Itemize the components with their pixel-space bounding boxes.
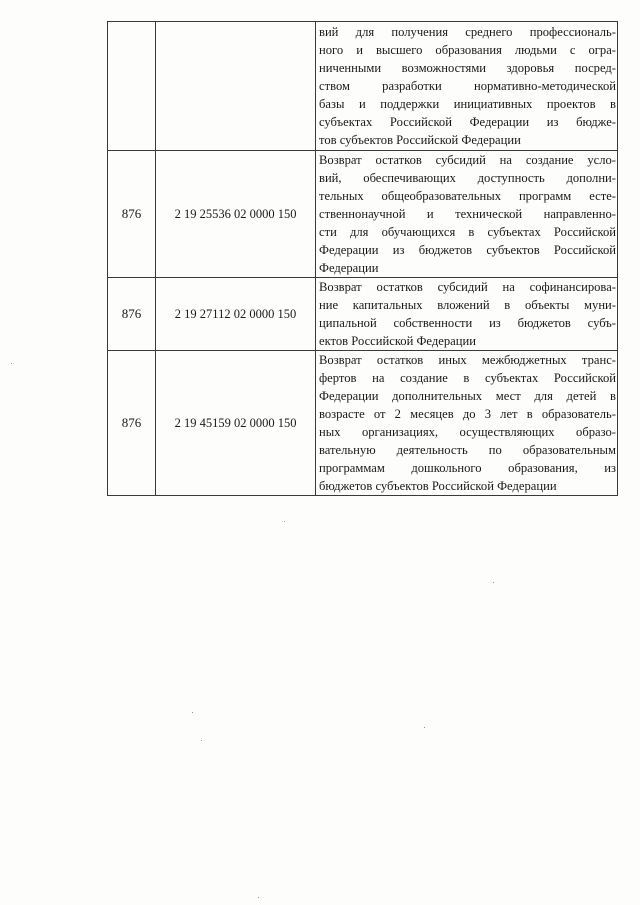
text-line: ципальной собственности из бюджетов субъ-	[319, 316, 616, 330]
table-row	[108, 351, 618, 496]
budget-classification-table	[107, 21, 618, 496]
text-line: Возврат остатков иных межбюджетных транс-	[319, 353, 616, 367]
budget-code-cell: 2 19 27112 02 0000 150	[156, 278, 316, 351]
text-line: ектов Российской Федерации	[319, 334, 476, 348]
income-name-cell	[316, 151, 618, 278]
administrator-code-cell: 876	[108, 351, 156, 496]
text-line: ственнонаучной и технической направленно-	[319, 207, 616, 221]
budget-code-cell: 2 19 45159 02 0000 150	[156, 351, 316, 496]
administrator-code-cell: 876	[108, 278, 156, 351]
text-line: вательную деятельность по образовательным	[319, 443, 616, 457]
income-name-cell	[316, 278, 618, 351]
text-line: вий, обеспечивающих доступность дополни-	[319, 171, 616, 185]
text-line: бюджетов субъектов Российской Федерации	[319, 479, 557, 493]
text-line: субъектах Российской Федерации из бюдже-	[319, 115, 616, 129]
income-name-cell	[316, 351, 618, 496]
text-line: Федерации из бюджетов субъектов Российской	[319, 243, 616, 257]
scan-speck	[11, 363, 12, 364]
text-line: ством разработки нормативно-методической	[319, 79, 616, 93]
text-line: сти для обучающихся в субъектах Российской	[319, 225, 616, 239]
text-line: ных организациях, осуществляющих образо-	[319, 425, 616, 439]
text-line: возрасте от 2 месяцев до 3 лет в образователь-	[319, 407, 616, 421]
scan-speck	[192, 712, 193, 713]
text-line: Возврат остатков субсидий на создание усло-	[319, 153, 616, 167]
text-line: тельных общеобразовательных программ есте-	[319, 189, 616, 203]
table-row	[108, 278, 618, 351]
text-line: фертов на создание в субъектах Российской	[319, 371, 616, 385]
scan-speck	[424, 727, 425, 728]
text-line: ного и высшего образования людьми с огра-	[319, 43, 616, 57]
text-line: тов субъектов Российской Федерации	[319, 133, 521, 147]
text-line: Федерации дополнительных мест для детей в	[319, 389, 616, 403]
text-line: программам дошкольного образования, из	[319, 461, 616, 475]
scan-speck	[284, 521, 285, 522]
budget-code-cell	[156, 22, 316, 151]
table-row	[108, 151, 618, 278]
table-row	[108, 22, 618, 151]
text-line: ниченными возможностями здоровья посред-	[319, 61, 616, 75]
text-line: Возврат остатков субсидий на софинансирова-	[319, 280, 616, 294]
scan-speck	[258, 897, 259, 898]
text-line: вий для получения среднего профессиональ-	[319, 25, 616, 39]
text-line: Федерации	[319, 261, 379, 275]
administrator-code-cell	[108, 22, 156, 151]
administrator-code-cell: 876	[108, 151, 156, 278]
scan-speck	[493, 582, 494, 583]
text-line: базы и поддержки инициативных проектов в	[319, 97, 616, 111]
text-line: ние капитальных вложений в объекты муни-	[319, 298, 616, 312]
income-name-cell	[316, 22, 618, 151]
scan-speck	[201, 740, 202, 741]
budget-code-cell: 2 19 25536 02 0000 150	[156, 151, 316, 278]
